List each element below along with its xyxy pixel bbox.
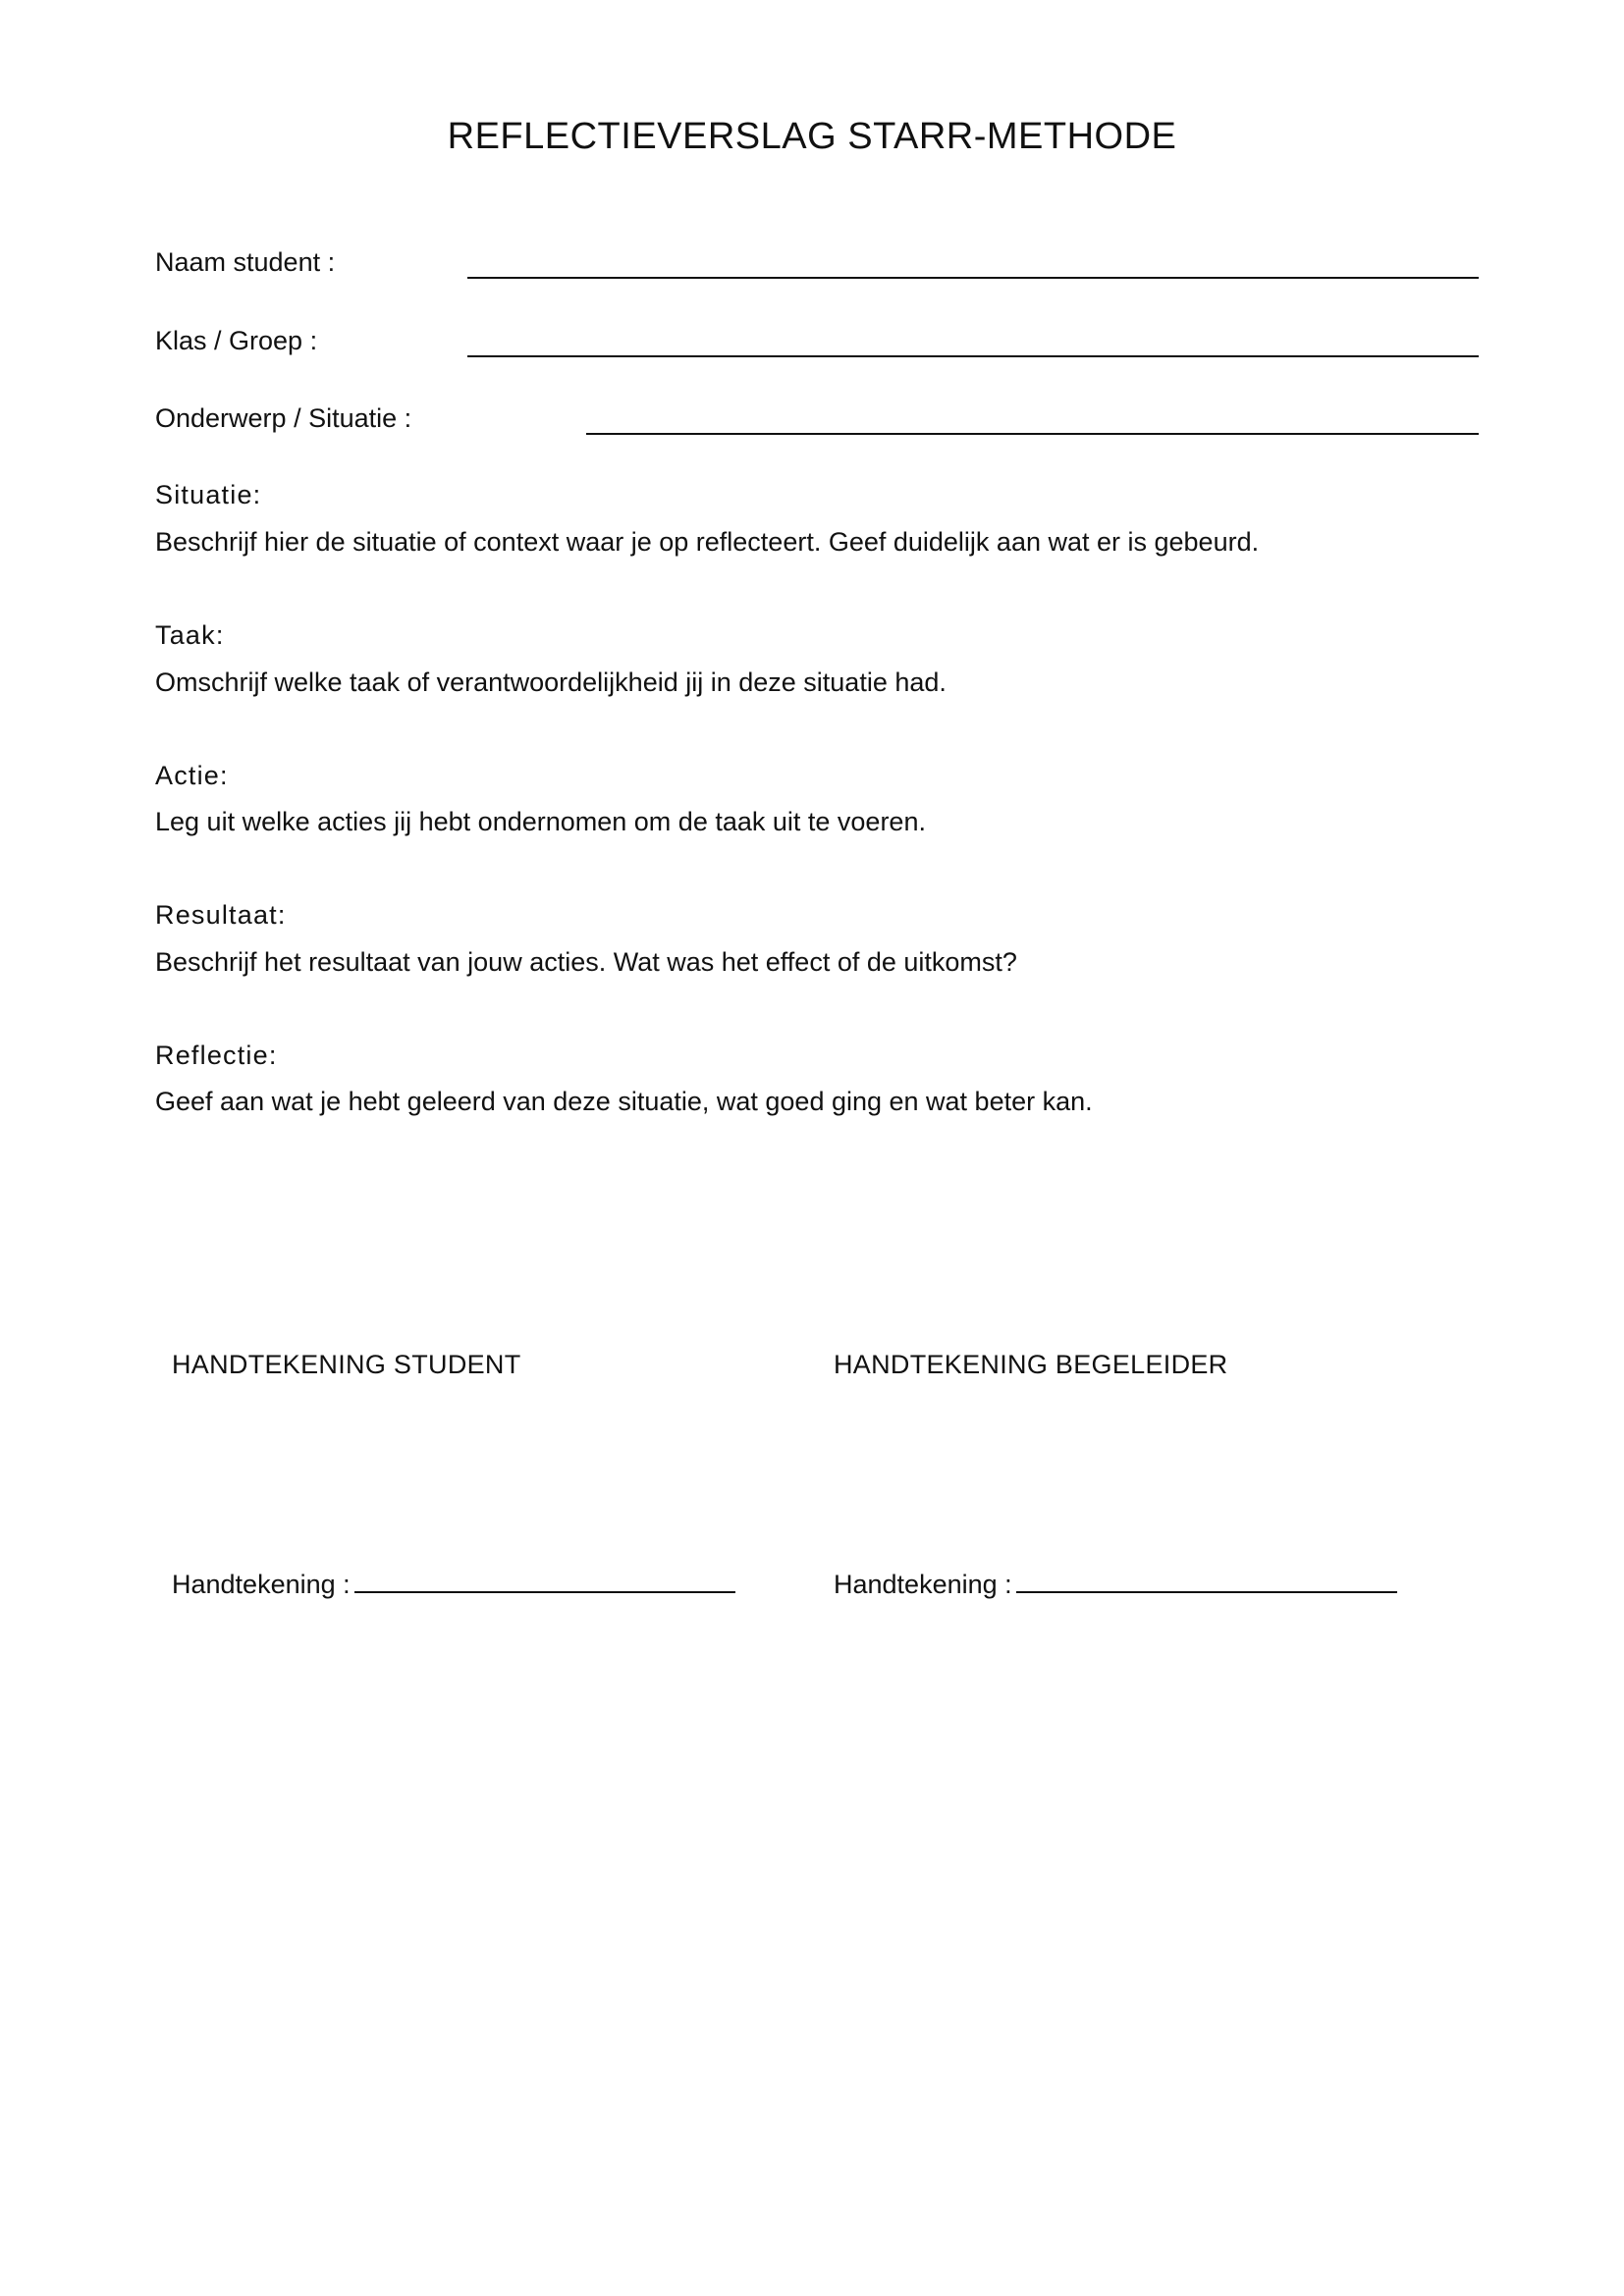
student-signature-label: Handtekening : bbox=[172, 1570, 351, 1599]
student-signature-line[interactable] bbox=[354, 1591, 735, 1593]
reflection-heading: Reflectie: bbox=[155, 1041, 278, 1070]
supervisor-signature-line[interactable] bbox=[1016, 1591, 1397, 1593]
student-signature-row bbox=[172, 1569, 735, 1600]
class-group-line[interactable] bbox=[467, 355, 1479, 357]
result-description: Beschrijf het resultaat van jouw acties. Wat was het effect of de uitkomst? bbox=[155, 947, 1017, 977]
situation-heading: Situatie: bbox=[155, 480, 262, 509]
situation-description: Beschrijf hier de situatie of context waar je op reflecteert. Geef duidelijk aan wat er is gebeurd. bbox=[155, 527, 1260, 557]
subject-situation-label: Onderwerp / Situatie : bbox=[155, 403, 412, 433]
action-description: Leg uit welke acties jij hebt ondernomen om de taak uit te voeren. bbox=[155, 807, 926, 836]
class-group-label: Klas / Groep : bbox=[155, 326, 318, 355]
supervisor-signature-row bbox=[834, 1569, 1397, 1600]
reflection-description: Geef aan wat je hebt geleerd van deze situatie, wat goed ging en wat beter kan. bbox=[155, 1087, 1093, 1116]
action-heading: Actie: bbox=[155, 761, 229, 790]
task-heading: Taak: bbox=[155, 620, 225, 650]
student-name-line[interactable] bbox=[467, 277, 1479, 279]
result-heading: Resultaat: bbox=[155, 900, 287, 930]
subject-situation-line[interactable] bbox=[586, 433, 1479, 435]
page-title: REFLECTIEVERSLAG STARR-METHODE bbox=[447, 116, 1177, 157]
supervisor-signature-label: Handtekening : bbox=[834, 1570, 1012, 1599]
student-signature-heading: HANDTEKENING STUDENT bbox=[172, 1350, 521, 1379]
supervisor-signature-heading: HANDTEKENING BEGELEIDER bbox=[834, 1350, 1228, 1379]
task-description: Omschrijf welke taak of verantwoordelijkheid jij in deze situatie had. bbox=[155, 667, 947, 697]
student-name-label: Naam student : bbox=[155, 247, 336, 277]
